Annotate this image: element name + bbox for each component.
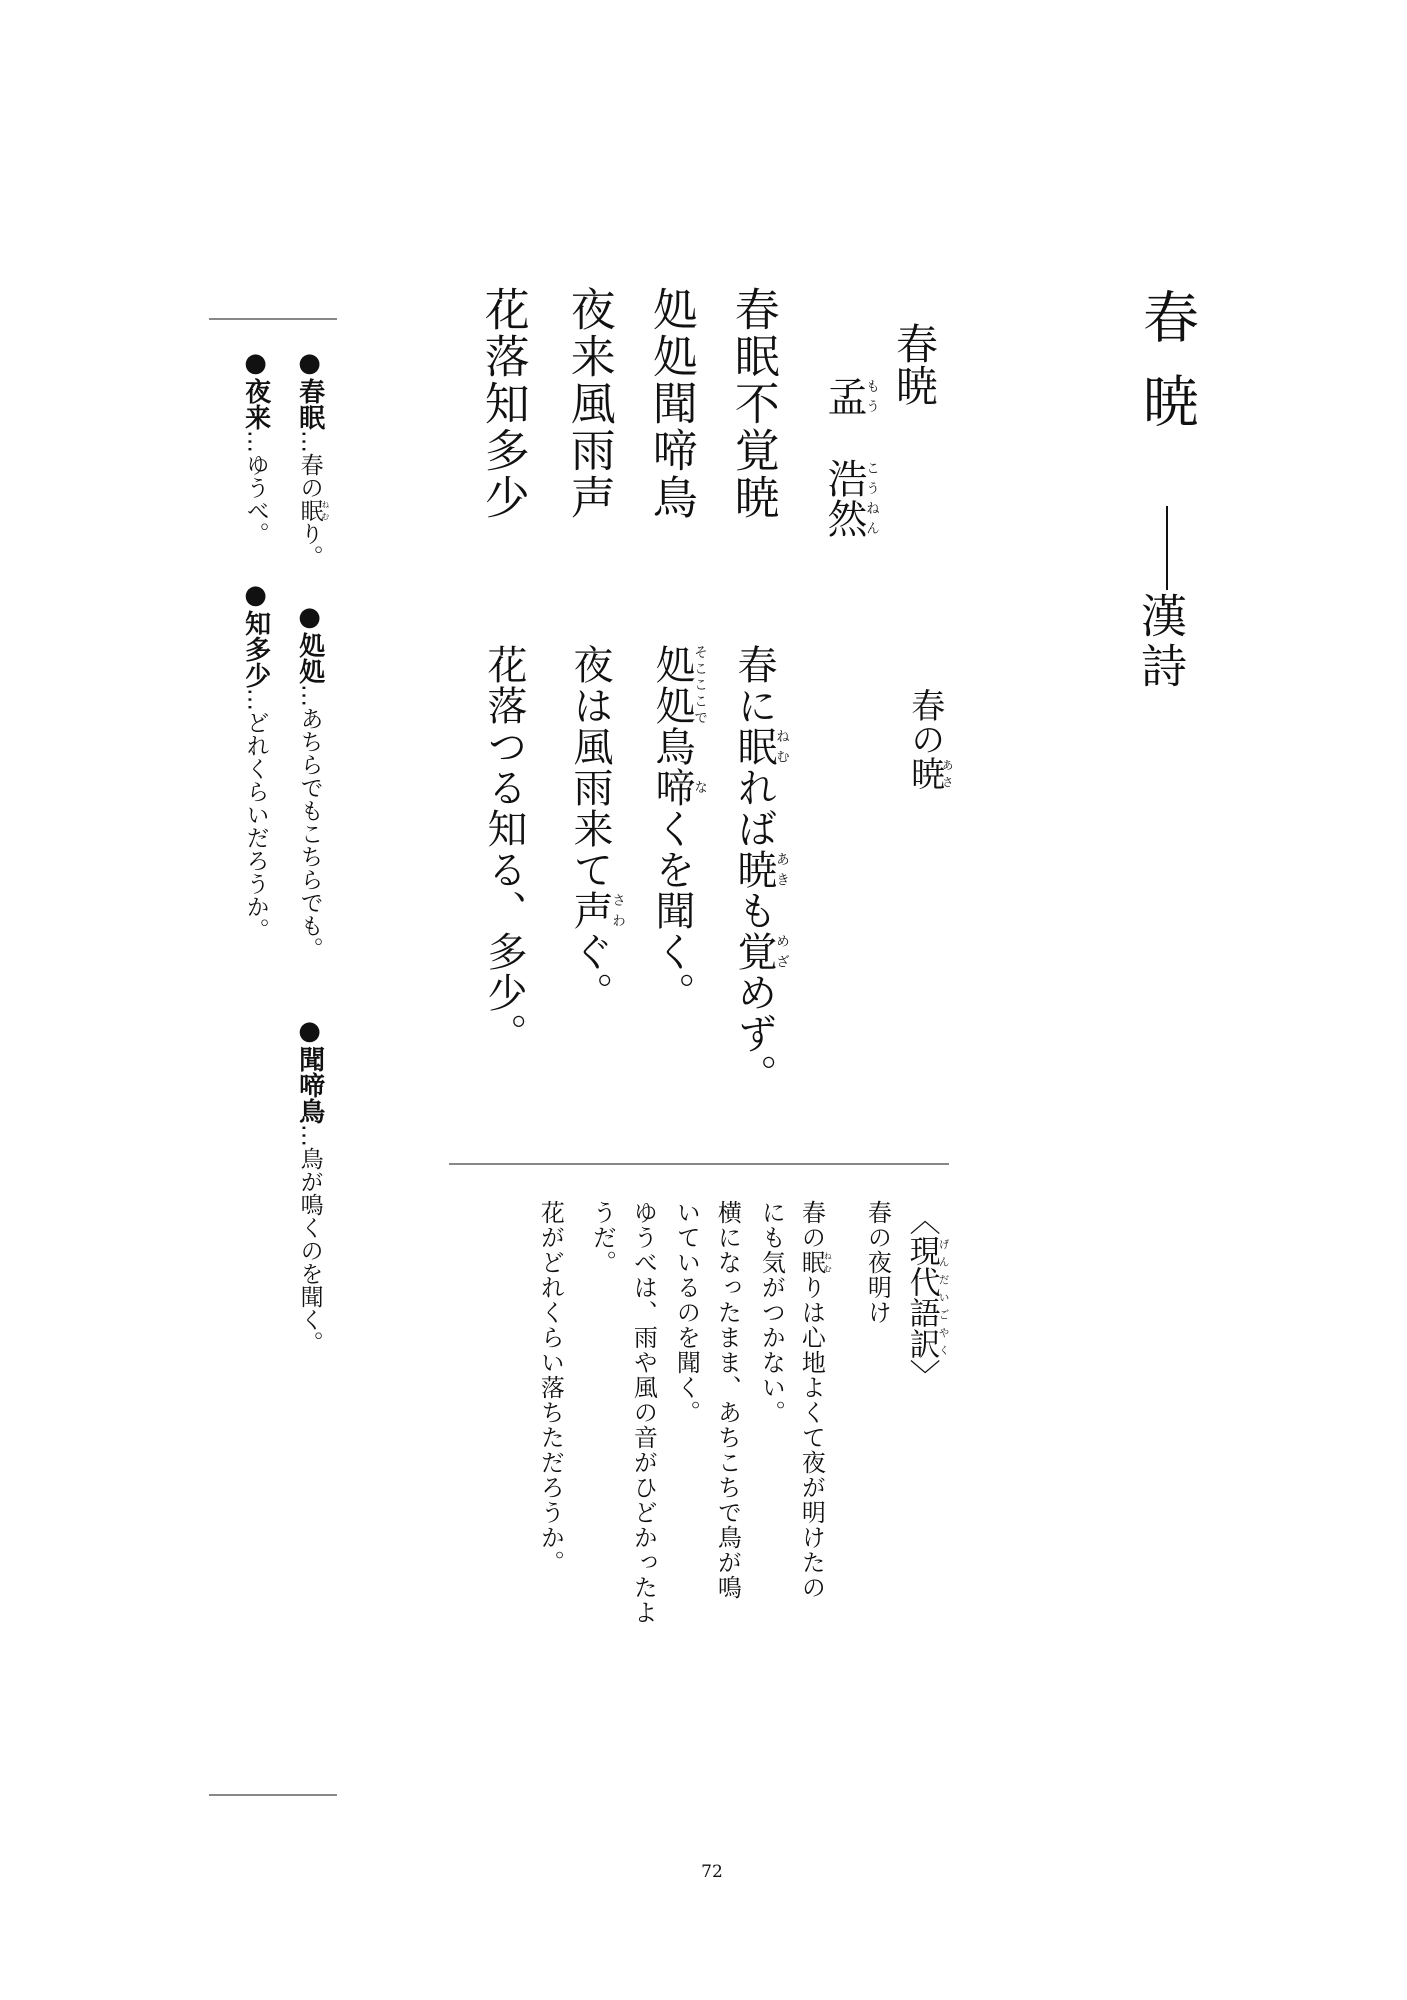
translation-line-3: 横になったまま、あちこちで鳥が鳴 xyxy=(713,1200,742,1600)
translation-line-2: にも気がつかない。 xyxy=(757,1200,786,1425)
note-chitashou: ●知多少…どれくらいだろうか。 xyxy=(240,580,271,941)
translation-subtitle: 春の夜明け xyxy=(863,1200,892,1325)
translation-line-1: 春の眠ねむりは心地よくて夜が明けたの xyxy=(797,1200,834,1600)
kanbun-line-3: 夜来風雨声 xyxy=(562,286,616,521)
kanbun-line-1: 春眠不覚暁 xyxy=(726,286,780,521)
kakikudashi-title: 春の暁あさ xyxy=(904,688,955,790)
note-yarai: ●夜来…ゆうべ。 xyxy=(240,348,271,545)
translation-line-7: 花がどれくらい落ちただろうか。 xyxy=(536,1200,565,1575)
kakikudashi-line-1: 春に眠ねむれば暁あきも覚めざめず。 xyxy=(731,644,789,1095)
kanbun-line-4: 花落知多少 xyxy=(476,286,530,521)
translation-label: 〈現代語訳げんだいごやく〉 xyxy=(903,1204,950,1390)
note-shosho: ●処処…あちらでもこちらでも。 xyxy=(294,602,325,960)
notes-top-rule xyxy=(209,318,337,320)
translation-line-5: ゆうべは、雨や風の音がひどかったよ xyxy=(629,1200,658,1625)
kakikudashi-line-2: 処処そこここで鳥啼なくを聞く。 xyxy=(649,644,707,1013)
page-subtitle: 漢詩 xyxy=(1134,592,1188,692)
translation-line-4: いているのを聞く。 xyxy=(672,1200,701,1425)
poem-author: 孟もう浩然こうねん xyxy=(821,376,879,538)
note-shunmin: ●春眠…春の眠ねむり。 xyxy=(294,348,331,568)
kakikudashi-line-4: 花落つる知る、多少。 xyxy=(481,644,527,1054)
note-monteichou: ●聞啼鳥…鳥が鳴くのを聞く。 xyxy=(294,1016,325,1354)
kakikudashi-line-3: 夜は風雨来て声さわぐ。 xyxy=(567,644,625,1013)
poem-title: 春暁 xyxy=(890,322,939,406)
title-dash xyxy=(1166,506,1168,590)
kanbun-line-2: 処処聞啼鳥 xyxy=(644,286,698,521)
page-title: 春暁 xyxy=(1134,288,1199,456)
translation-line-6: うだ。 xyxy=(588,1200,617,1275)
notes-bottom-rule xyxy=(209,1794,337,1796)
translation-divider xyxy=(449,1163,949,1165)
page-number: 72 xyxy=(701,1862,723,1882)
